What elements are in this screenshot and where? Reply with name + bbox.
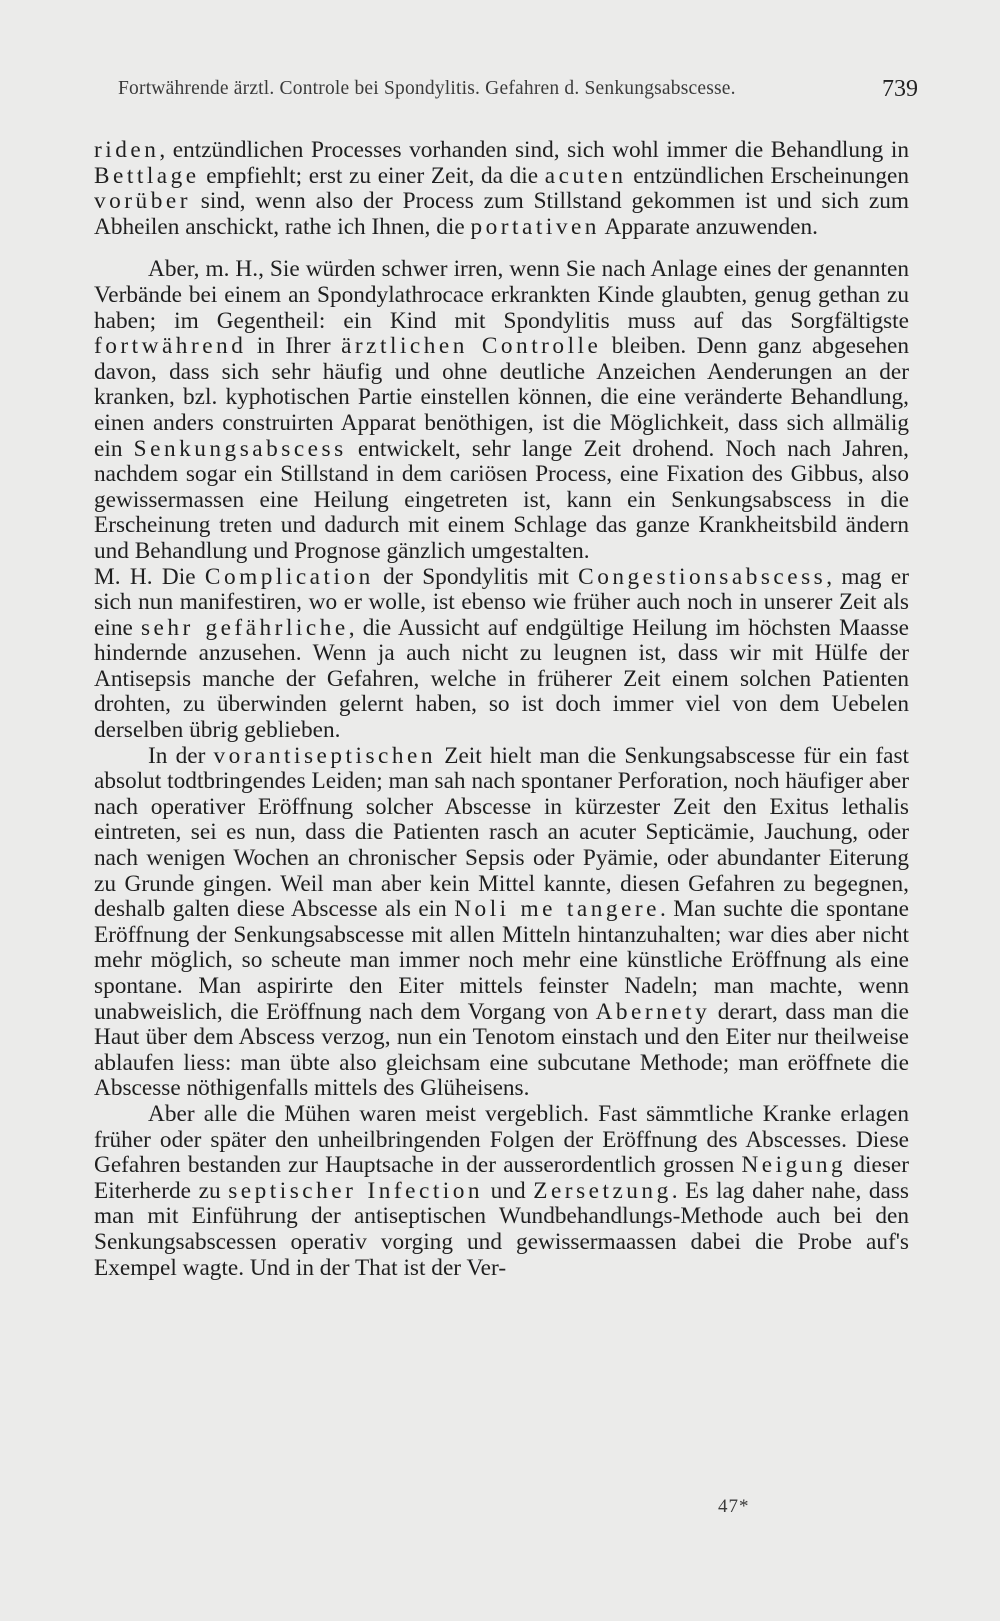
text-run: Apparate anzuwenden. <box>599 213 818 240</box>
text-run: In der <box>148 742 214 769</box>
body-text <box>94 138 909 1281</box>
text-run: , die Aussicht auf endgültige Heilung im höchsten Maasse hindernde anzusehen. Wenn ja auch nicht zu leugnen ist, dass wir mit Hülfe der Antisepsis manche der Gefahren, welche in früherer Zeit einem solchen Patienten drohten, zu überwinden gelernt haben, so ist doch immer viel von dem Uebelen derselben übrig geblieben. <box>94 614 909 744</box>
text-run: dieser Eiterherde zu <box>94 1152 910 1204</box>
spaced-emphasis: acuten <box>544 162 627 189</box>
spaced-emphasis: fortwährend <box>94 333 247 360</box>
text-run: in Ihrer <box>246 333 342 360</box>
text-run: . Es lag daher nahe, dass man mit Einführung der antiseptischen Wundbehandlungs-Methode auch bei den Senkungsabscessen operativ vorging und gewissermaassen dabei die Probe auf's Exempel wagte. Und in der That ist der Ver- <box>94 1177 909 1281</box>
spaced-emphasis: Abernety <box>595 998 711 1025</box>
spaced-emphasis: sehr gefährliche <box>140 614 349 641</box>
spaced-emphasis: septischer Infection <box>228 1177 484 1204</box>
paragraph <box>94 138 909 240</box>
paragraph <box>94 744 909 1102</box>
text-run: und <box>483 1177 534 1204</box>
text-run: der Spondylitis mit <box>373 563 579 590</box>
spaced-emphasis: riden <box>94 137 160 163</box>
spaced-emphasis: Noli me tangere <box>454 896 660 923</box>
text-run: , mag er sich nun manifestiren, wo er wolle, ist ebenso wie früher auch noch in unserer Zeit als eine <box>94 563 910 641</box>
spaced-emphasis: Bettlage <box>94 162 200 189</box>
spaced-emphasis: ärztlichen Controlle <box>341 333 602 360</box>
text-run: Zeit hielt man die Senkungsabscesse für ein fast absolut todtbringendes Leiden; man sah nach spontaner Perforation, noch häufiger aber nach operativer Eröffnung solcher Abscesse in kürzester Zeit den Exitus lethalis eintreten, sei es nun, dass die Patienten rasch an acuter Septicämie, Jauchung, oder nach wenigen Wochen an chronischer Sepsis oder Pyämie, oder abundanter Eiterung zu Grunde gingen. Weil man aber kein Mittel kannte, diesen Gefahren zu begegnen, deshalb galten diese Abscesse als ein <box>94 742 909 923</box>
spaced-emphasis: portativen <box>470 213 600 240</box>
spaced-emphasis: Zersetzung <box>533 1177 672 1204</box>
text-run: empfiehlt; erst zu einer Zeit, da die <box>199 162 545 189</box>
page-number: 739 <box>882 76 918 102</box>
text-run: . Man suchte die spontane Eröffnung der Senkungsabscesse mit allen Mitteln hintanzuhalten; war dies aber nicht mehr möglich, so scheute man immer noch mehr eine künstliche Eröffnung als eine spontane. Man aspirirte den Eiter mittels feinster Nadeln; man machte, wenn unabweislich, die Eröffnung nach dem Vorgang von <box>94 896 909 1025</box>
spaced-emphasis: vorantiseptischen <box>213 742 437 769</box>
paragraph <box>94 565 909 744</box>
text-run: entwickelt, sehr lange Zeit drohend. Noch nach Jahren, nachdem sogar ein Stillstand in dem cariösen Process, eine Fixation des Gibbus, also gewissermassen eine Heilung eingetreten ist, kann ein Senkungsabscess in die Erscheinung treten und dadurch mit einem Schlage das ganze Krankheitsbild ändern und Behandlung und Prognose gänzlich umgestalten. <box>94 435 909 564</box>
text-run: Aber, m. H., Sie würden schwer irren, wenn Sie nach Anlage eines der genannten Verbände bei einem an Spondylathrocace erkrankten Kinde glaubten, genug gethan zu haben; im Gegentheil: ein Kind mit Spondylitis muss auf das Sorgfältigste <box>94 256 909 334</box>
text-run: derart, dass man die Haut über dem Abscess verzog, nun ein Tenotom einstach und den Eiter nur theilweise ablaufen liess: man übte also gleichsam eine subcutane Methode; man eröffnete die Abscesse nöthigenfalls mittels des Glüheisens. <box>94 998 909 1102</box>
spaced-emphasis: Senkungsabscess <box>133 435 347 462</box>
running-title: Fortwährende ärztl. Controle bei Spondylitis. Gefahren d. Senkungsabscesse. <box>118 78 736 99</box>
spaced-emphasis: vorüber <box>94 188 191 215</box>
paragraph <box>94 257 909 564</box>
text-run: , entzündlichen Processes vorhanden sind, sich wohl immer die Behandlung in <box>159 137 909 163</box>
text-run: bleiben. Denn ganz abgesehen davon, dass sich sehr häufig und ohne deutliche Anzeichen Aenderungen an der kranken, bzl. kyphotischen Partie einstellen können, die eine veränderte Behandlung, einen anders construirten Apparat benöthigen, ist die Möglichkeit, dass sich allmälig ein <box>94 333 909 462</box>
text-run: M. H. Die <box>94 563 205 590</box>
text-run: entzündlichen Erscheinungen <box>626 162 909 189</box>
spaced-emphasis: Complication <box>204 563 374 590</box>
printer-signature: 47* <box>718 1496 750 1517</box>
spaced-emphasis: Neigung <box>741 1152 847 1179</box>
paragraph <box>94 1102 909 1281</box>
text-run: sind, wenn also der Process zum Stillstand gekommen ist und sich zum Abheilen anschickt, rathe ich Ihnen, die <box>94 188 909 240</box>
spaced-emphasis: Congestionsabscess <box>578 563 827 590</box>
text-run: Aber alle die Mühen waren meist vergeblich. Fast sämmtliche Kranke erlagen früher oder später den unheilbringenden Folgen der Eröffnung des Abscesses. Diese Gefahren bestanden zur Hauptsache in der ausserordentlich grossen <box>94 1100 909 1179</box>
running-header <box>118 78 918 100</box>
